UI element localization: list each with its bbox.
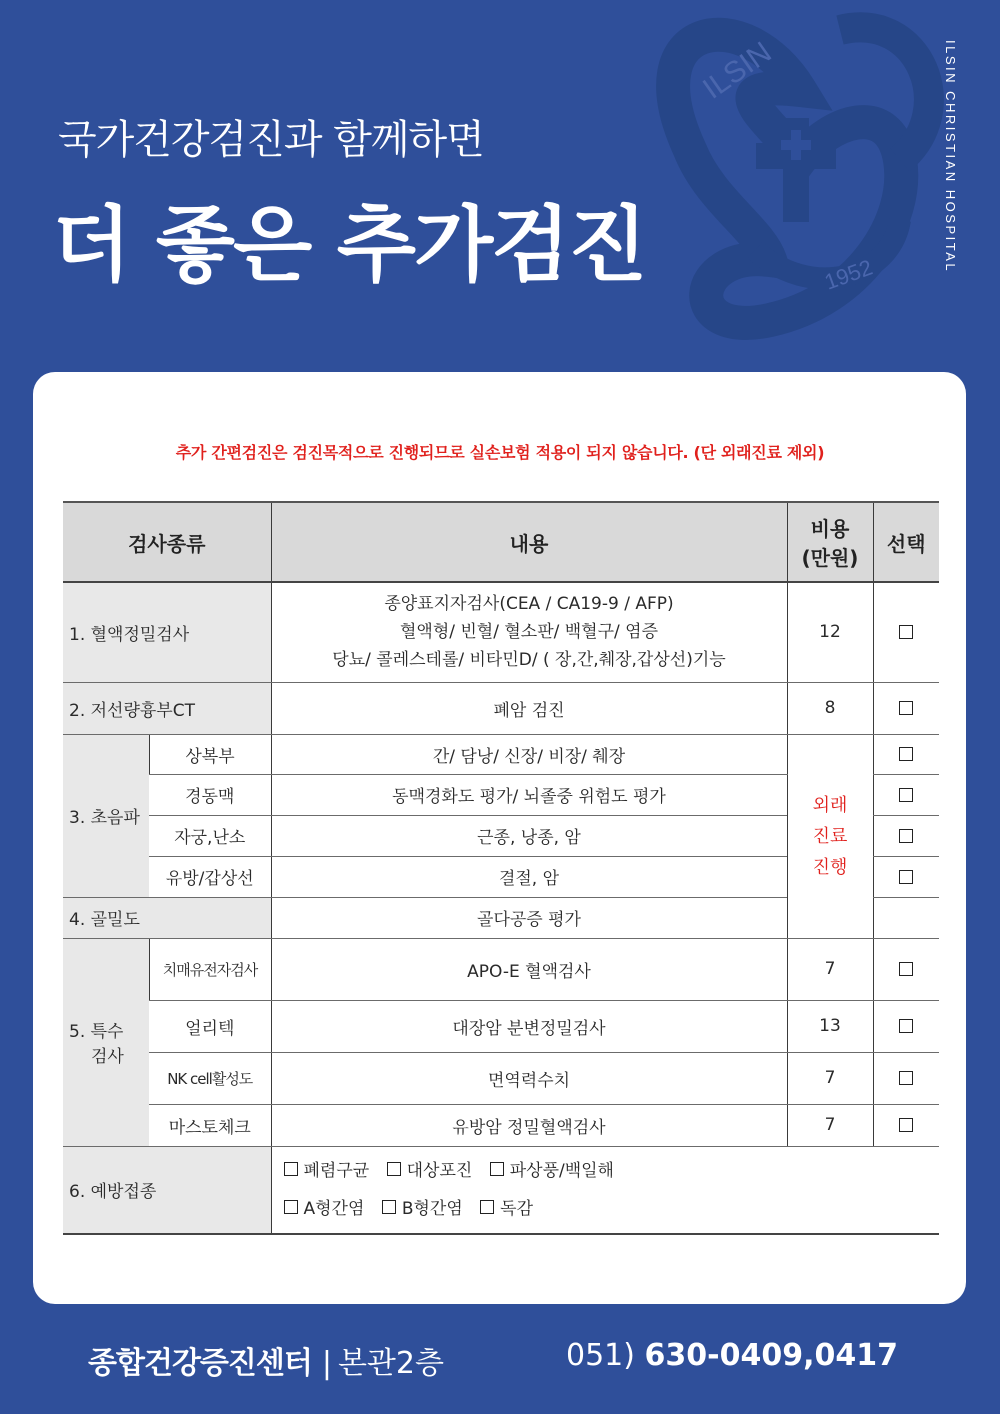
vaccine-checkbox[interactable] xyxy=(387,1162,401,1176)
vaccine-checkbox[interactable] xyxy=(284,1200,298,1214)
select-cell xyxy=(873,682,939,734)
select-cell xyxy=(873,774,939,815)
table-row xyxy=(63,1052,939,1104)
vaccine-option[interactable] xyxy=(387,1152,473,1190)
select-cell xyxy=(873,856,939,897)
phone-number[interactable] xyxy=(566,1338,898,1373)
vaccine-option[interactable] xyxy=(480,1190,533,1228)
select-cell xyxy=(873,1052,939,1104)
vaccine-label: B형간염 xyxy=(401,1198,463,1219)
select-cell xyxy=(873,1104,939,1146)
header-cost-line1: 비용 xyxy=(810,517,850,541)
row-label-special xyxy=(63,938,149,1146)
uterus-checkbox[interactable] xyxy=(899,829,913,843)
vaccine-label: 독감 xyxy=(500,1198,534,1219)
exam-table xyxy=(63,501,939,1235)
row-label-blood: 1. 혈액정밀검사 xyxy=(63,582,271,682)
insurance-notice: 추가 간편검진은 검진목적으로 진행되므로 실손보험 적용이 되지 않습니다. (단 외래진료 제외) xyxy=(175,443,825,462)
select-cell-empty xyxy=(873,897,939,938)
ultrasound-sub-1: 상복부 xyxy=(149,734,271,774)
upper-abdomen-checkbox[interactable] xyxy=(899,747,913,761)
outpatient-note xyxy=(787,734,873,938)
select-cell xyxy=(873,938,939,1000)
outpatient-line3: 진행 xyxy=(812,856,848,878)
header-cost-line2: (만원) xyxy=(801,546,859,570)
vaccine-option[interactable] xyxy=(490,1152,614,1190)
logo-arc-text: ILSIN xyxy=(697,35,778,106)
logo-year: 1952 xyxy=(821,254,876,295)
special-label-line2: 검사 xyxy=(91,1047,124,1067)
vaccine-options xyxy=(271,1146,939,1234)
hospital-vertical-name: ILSIN CHRISTIAN HOSPITAL xyxy=(943,40,958,274)
vaccine-label: A형간염 xyxy=(303,1198,365,1219)
hospital-logo-mark xyxy=(650,0,950,340)
table-header-row xyxy=(63,502,939,582)
header-select: 선택 xyxy=(873,502,939,582)
ultrasound-sub-3: 자궁,난소 xyxy=(149,815,271,856)
footer xyxy=(88,1338,898,1382)
ultrasound-content-3: 근종, 낭종, 암 xyxy=(271,815,787,856)
row-label-ct: 2. 저선량흉부CT xyxy=(63,682,271,734)
page-subtitle: 국가건강검진과 함께하면 xyxy=(58,117,484,163)
special-cost-1: 7 xyxy=(787,938,873,1000)
blood-content xyxy=(271,582,787,682)
vaccine-option[interactable] xyxy=(382,1190,463,1228)
row-label-ultrasound: 3. 초음파 xyxy=(63,734,149,897)
table-row xyxy=(63,734,939,774)
center-name: 종합건강증진센터 xyxy=(88,1346,312,1381)
ct-cost: 8 xyxy=(787,682,873,734)
breast-thyroid-checkbox[interactable] xyxy=(899,870,913,884)
ct-content: 폐암 검진 xyxy=(271,682,787,734)
mastocheck-checkbox[interactable] xyxy=(899,1118,913,1132)
nk-cell-checkbox[interactable] xyxy=(899,1071,913,1085)
vaccine-label: 대상포진 xyxy=(406,1160,473,1181)
vaccine-checkbox[interactable] xyxy=(490,1162,504,1176)
special-cost-4: 7 xyxy=(787,1104,873,1146)
vaccine-label: 폐렴구균 xyxy=(303,1160,370,1181)
special-cost-3: 7 xyxy=(787,1052,873,1104)
special-sub-3: NK cell활성도 xyxy=(149,1052,271,1104)
ct-checkbox[interactable] xyxy=(899,701,913,715)
special-content-1: APO-E 혈액검사 xyxy=(271,938,787,1000)
row-label-vaccine: 6. 예방접종 xyxy=(63,1146,271,1234)
blood-content-line1: 종양표지자검사(CEA / CA19-9 / AFP) xyxy=(384,594,674,615)
outpatient-line2: 진료 xyxy=(812,825,848,847)
select-cell xyxy=(873,734,939,774)
vaccine-checkbox[interactable] xyxy=(480,1200,494,1214)
vaccine-label: 파상풍/백일해 xyxy=(509,1160,614,1181)
special-cost-2: 13 xyxy=(787,1000,873,1052)
special-content-4: 유방암 정밀혈액검사 xyxy=(271,1104,787,1146)
vaccine-checkbox[interactable] xyxy=(382,1200,396,1214)
blood-cost: 12 xyxy=(787,582,873,682)
table-row xyxy=(63,682,939,734)
row-label-bone: 4. 골밀도 xyxy=(63,897,271,938)
special-label-line1: 5. 특수 xyxy=(69,1022,124,1042)
bone-content: 골다공증 평가 xyxy=(271,897,787,938)
select-cell xyxy=(873,1000,939,1052)
special-sub-4: 마스토체크 xyxy=(149,1104,271,1146)
blood-content-line2: 혈액형/ 빈혈/ 혈소판/ 백혈구/ 염증 xyxy=(399,622,658,643)
ultrasound-sub-4: 유방/갑상선 xyxy=(149,856,271,897)
outpatient-line1: 외래 xyxy=(812,794,848,816)
header-type: 검사종류 xyxy=(63,502,271,582)
select-cell xyxy=(873,815,939,856)
special-content-2: 대장암 분변정밀검사 xyxy=(271,1000,787,1052)
dementia-checkbox[interactable] xyxy=(899,962,913,976)
table-row xyxy=(63,582,939,682)
ultrasound-sub-2: 경동맥 xyxy=(149,774,271,815)
header-cost xyxy=(787,502,873,582)
vaccine-option[interactable] xyxy=(284,1152,370,1190)
special-sub-2: 얼리텍 xyxy=(149,1000,271,1052)
special-content-3: 면역력수치 xyxy=(271,1052,787,1104)
vaccine-checkbox[interactable] xyxy=(284,1162,298,1176)
ultrasound-content-2: 동맥경화도 평가/ 뇌졸중 위험도 평가 xyxy=(271,774,787,815)
center-location: 본관2층 xyxy=(337,1346,444,1381)
header-content: 내용 xyxy=(271,502,787,582)
special-sub-1: 치매유전자검사 xyxy=(149,938,271,1000)
table-row xyxy=(63,1000,939,1052)
select-cell xyxy=(873,582,939,682)
ultrasound-content-1: 간/ 담낭/ 신장/ 비장/ 췌장 xyxy=(271,734,787,774)
table-row xyxy=(63,1104,939,1146)
blood-checkbox[interactable] xyxy=(899,625,913,639)
table-row xyxy=(63,938,939,1000)
earlytect-checkbox[interactable] xyxy=(899,1019,913,1033)
carotid-checkbox[interactable] xyxy=(899,788,913,802)
table-row xyxy=(63,1146,939,1234)
footer-separator: | xyxy=(321,1346,332,1381)
blood-content-line3: 당뇨/ 콜레스테롤/ 비타민D/ ( 장,간,췌장,갑상선)기능 xyxy=(332,650,726,671)
phone-digits: 630-0409,0417 xyxy=(644,1338,898,1373)
page-title: 더 좋은 추가검진 xyxy=(52,198,646,293)
vaccine-option[interactable] xyxy=(284,1190,365,1228)
ultrasound-content-4: 결절, 암 xyxy=(271,856,787,897)
phone-area-code: 051) xyxy=(566,1338,635,1373)
